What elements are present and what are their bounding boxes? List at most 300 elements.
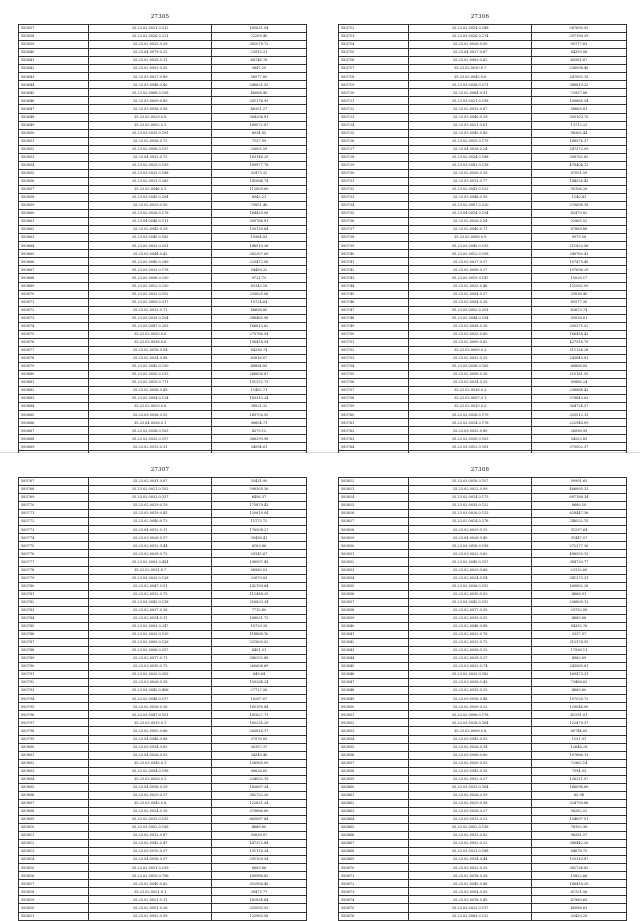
row-id-cell: 583670 <box>19 290 89 298</box>
cadastral-code-cell: 35.23.02.0032.0.337 <box>89 494 211 502</box>
amount-cell: 112488.29 <box>211 590 306 598</box>
cadastral-code-cell: 35.23.03.0032.0.164 <box>409 783 531 791</box>
amount-cell: 10729.35 <box>211 622 306 630</box>
row-id-cell: 583749 <box>339 322 409 330</box>
amount-cell: 367690.55 <box>531 25 626 33</box>
row-id-cell: 583712 <box>339 25 409 33</box>
row-id-cell: 583769 <box>19 494 89 502</box>
row-id-cell: 583788 <box>19 646 89 654</box>
cadastral-code-cell: 35.23.02.0002.0.27 <box>409 775 531 783</box>
cadastral-code-cell: 35.23.02.0036.0.105 <box>89 427 211 435</box>
row-id-cell: 583752 <box>339 346 409 354</box>
amount-cell: 7594.03 <box>531 767 626 775</box>
table-row <box>19 443 307 451</box>
row-id-cell: 583715 <box>339 49 409 57</box>
row-id-cell: 583792 <box>19 679 89 687</box>
table-row <box>19 435 307 443</box>
cadastral-code-cell: 35.23.03.0028.0.27 <box>409 807 531 815</box>
amount-cell: 5847.25 <box>211 65 306 73</box>
page-number: 27307 <box>150 467 170 473</box>
amount-cell: 6543.21 <box>211 193 306 201</box>
amount-cell: 349819.23 <box>531 81 626 89</box>
cadastral-code-cell: 35.23.02.0034.0.98 <box>89 354 211 362</box>
cadastral-code-cell: 35.23.02.0030.0.133 <box>89 371 211 379</box>
amount-cell: 382732.20 <box>211 791 306 799</box>
row-id-cell: 583664 <box>19 242 89 250</box>
cadastral-code-cell: 35.23.02.0043.0.29 <box>89 226 211 234</box>
table-row <box>19 502 307 510</box>
table-row <box>19 81 307 89</box>
cadastral-code-cell: 35.23.03.0045.0.80 <box>409 129 531 137</box>
row-id-cell: 583723 <box>339 113 409 121</box>
cadastral-code-cell: 35.23.02.0043.0.123 <box>409 185 531 193</box>
table-row <box>339 33 627 41</box>
row-id-cell: 583850 <box>339 703 409 711</box>
row-id-cell: 583643 <box>19 73 89 81</box>
cadastral-code-cell: 35.23.02.0040.0.157 <box>409 558 531 566</box>
cadastral-code-cell: 35.23.02.0013.0.31 <box>89 443 211 451</box>
row-id-cell: 583770 <box>19 502 89 510</box>
row-id-cell: 583795 <box>19 703 89 711</box>
table-row <box>339 427 627 435</box>
row-id-cell: 583839 <box>339 614 409 622</box>
table-row <box>339 872 627 880</box>
cadastral-code-cell: 35.23.02.0024.0.10 <box>89 807 211 815</box>
cadastral-code-cell: 35.23.03.0022.0.33 <box>409 864 531 872</box>
amount-cell: 72962.14 <box>531 759 626 767</box>
table-row <box>19 614 307 622</box>
row-id-cell: 583671 <box>19 298 89 306</box>
row-id-cell: 583668 <box>19 274 89 282</box>
row-id-cell: 583658 <box>19 193 89 201</box>
table-row <box>19 202 307 210</box>
row-id-cell: 583656 <box>19 177 89 185</box>
table-row <box>19 574 307 582</box>
row-id-cell: 583641 <box>19 57 89 65</box>
row-id-cell: 583720 <box>339 89 409 97</box>
row-id-cell: 583721 <box>339 97 409 105</box>
table-row <box>19 486 307 494</box>
cadastral-code-cell: 35.23.02.0012.0.230 <box>89 282 211 290</box>
cadastral-code-cell: 35.23.03.0021.0.168 <box>409 848 531 856</box>
amount-cell: 41291.01 <box>531 711 626 719</box>
cadastral-code-cell: 35.23.02.0031.0.7 <box>89 566 211 574</box>
cadastral-code-cell: 35.23.02.0030.0.53 <box>409 759 531 767</box>
table-row <box>339 234 627 242</box>
row-id-cell: 583787 <box>19 638 89 646</box>
amount-cell: 66868.65 <box>531 362 626 370</box>
row-id-cell: 583775 <box>19 542 89 550</box>
table-row <box>19 679 307 687</box>
amount-cell: 341373.31 <box>531 574 626 582</box>
row-id-cell: 583681 <box>19 379 89 387</box>
amount-cell: 15822.66 <box>531 872 626 880</box>
row-id-cell: 583755 <box>339 371 409 379</box>
row-id-cell: 583866 <box>339 832 409 840</box>
amount-cell: 12646.28 <box>531 743 626 751</box>
row-id-cell: 583738 <box>339 234 409 242</box>
table-row <box>19 815 307 823</box>
table-row <box>339 362 627 370</box>
amount-cell: 40977.30 <box>531 298 626 306</box>
amount-cell: 6163.86 <box>211 542 306 550</box>
amount-cell: 342736.82 <box>531 864 626 872</box>
row-id-cell: 583791 <box>19 671 89 679</box>
cadastral-code-cell: 35.23.03.0039.0.104 <box>89 314 211 322</box>
amount-cell: 364206.81 <box>211 113 306 121</box>
row-id-cell: 583783 <box>19 606 89 614</box>
cadastral-code-cell: 35.23.03.0019.0.45 <box>89 510 211 518</box>
table-row <box>19 65 307 73</box>
cadastral-code-cell: 35.23.02.0014.0.288 <box>409 25 531 33</box>
row-id-cell: 583799 <box>19 735 89 743</box>
cadastral-code-cell: 35.23.03.0028.0.164 <box>409 719 531 727</box>
row-id-cell: 583646 <box>19 97 89 105</box>
row-id-cell: 583743 <box>339 274 409 282</box>
table-row <box>19 290 307 298</box>
row-id-cell: 583856 <box>339 751 409 759</box>
table-row <box>19 403 307 411</box>
table-row <box>339 614 627 622</box>
amount-cell: 80744.65 <box>531 727 626 735</box>
amount-cell: 196997.49 <box>211 558 306 566</box>
amount-cell: 160892.28 <box>531 582 626 590</box>
amount-cell: 386442.20 <box>531 840 626 848</box>
amount-cell: 8609.86 <box>211 864 306 872</box>
cadastral-code-cell: 35.23.03.0034.0.63 <box>89 743 211 751</box>
table-row <box>339 743 627 751</box>
row-id-cell: 583774 <box>19 534 89 542</box>
table-row <box>339 177 627 185</box>
table-row <box>19 799 307 807</box>
row-id-cell: 583714 <box>339 41 409 49</box>
amount-cell: 176508.27 <box>211 526 306 534</box>
amount-cell: 303103.70 <box>531 113 626 121</box>
cadastral-code-cell: 35.23.02.0002.0.3 <box>89 121 211 129</box>
cadastral-code-cell: 35.23.04.0032.0.72 <box>89 153 211 161</box>
row-id-cell: 583744 <box>339 282 409 290</box>
amount-cell: 95777.63 <box>531 41 626 49</box>
cadastral-code-cell: 35.23.02.0032.0.130 <box>89 630 211 638</box>
row-id-cell: 583797 <box>19 719 89 727</box>
cadastral-code-cell: 35.23.03.0026.0.37 <box>89 534 211 542</box>
amount-cell: 189977.78 <box>211 161 306 169</box>
amount-cell: 270766.54 <box>211 330 306 338</box>
amount-cell: 325093.53 <box>211 904 306 912</box>
row-id-cell: 583873 <box>339 888 409 896</box>
row-id-cell: 583716 <box>339 57 409 65</box>
row-id-cell: 583785 <box>19 622 89 630</box>
amount-cell: 364724.57 <box>531 403 626 411</box>
table-row <box>19 912 307 920</box>
cadastral-code-cell: 35.23.02.0026.0.179 <box>409 411 531 419</box>
table-row <box>339 719 627 727</box>
cadastral-code-cell: 35.23.02.0042.0.130 <box>89 362 211 370</box>
row-id-cell: 583684 <box>19 403 89 411</box>
table-row <box>339 193 627 201</box>
amount-cell: 321600.52 <box>211 638 306 646</box>
amount-cell: 34094.61 <box>211 443 306 451</box>
cadastral-code-cell: 35.23.03.0032.0.168 <box>89 169 211 177</box>
cadastral-code-cell: 35.23.03.0041.0.138 <box>409 161 531 169</box>
table-row <box>339 663 627 671</box>
amount-cell: 1151.91 <box>531 735 626 743</box>
row-id-cell: 583680 <box>19 371 89 379</box>
amount-cell: 193310.87 <box>531 856 626 864</box>
table-row <box>339 502 627 510</box>
row-id-cell: 583825 <box>339 502 409 510</box>
cadastral-code-cell: 35.23.02.0028.0.11 <box>89 57 211 65</box>
amount-cell: 236094.40 <box>531 65 626 73</box>
cadastral-code-cell: 35.23.03.0043.0.138 <box>89 598 211 606</box>
table-row <box>19 880 307 888</box>
row-id-cell: 583829 <box>339 534 409 542</box>
page-number: 27306 <box>470 14 490 20</box>
table-row <box>19 695 307 703</box>
cadastral-code-cell: 35.23.02.0005.0.66 <box>89 727 211 735</box>
cadastral-code-cell: 35.23.02.0031.0.87 <box>89 478 211 486</box>
cadastral-code-cell: 35.23.03.0016.0.107 <box>409 478 531 486</box>
amount-cell: 263616.17 <box>211 727 306 735</box>
table-row <box>339 574 627 582</box>
cadastral-code-cell: 35.23.02.0010.0.53 <box>409 590 531 598</box>
amount-cell: 291109.54 <box>211 856 306 864</box>
amount-cell: 248532.15 <box>531 518 626 526</box>
table-row <box>19 89 307 97</box>
cadastral-code-cell: 35.23.03.0026.0.18 <box>89 679 211 687</box>
cadastral-code-cell: 35.23.03.0009.0.3 <box>409 346 531 354</box>
cadastral-code-cell: 35.23.03.0022.0.117 <box>409 904 531 912</box>
row-id-cell: 583736 <box>339 218 409 226</box>
amount-cell: 182834.64 <box>211 896 306 904</box>
row-id-cell: 583756 <box>339 379 409 387</box>
amount-cell: 121062.09 <box>531 282 626 290</box>
table-row <box>339 671 627 679</box>
amount-cell: 398305.36 <box>211 486 306 494</box>
table-row <box>339 526 627 534</box>
amount-cell: 169473.31 <box>531 671 626 679</box>
amount-cell: 348465.98 <box>211 314 306 322</box>
cadastral-code-cell: 35.23.03.0011.0.77 <box>409 177 531 185</box>
cadastral-code-cell: 35.23.02.0025.0.46 <box>409 282 531 290</box>
amount-cell: 101118.34 <box>211 848 306 856</box>
cadastral-code-cell: 35.23.02.0032.0.251 <box>89 242 211 250</box>
amount-cell: 427918.79 <box>531 338 626 346</box>
amount-cell: 169700.92 <box>211 411 306 419</box>
row-id-cell: 583853 <box>339 727 409 735</box>
cadastral-code-cell: 35.23.03.0016.0.158 <box>409 542 531 550</box>
amount-cell: 246621.53 <box>211 81 306 89</box>
cadastral-code-cell: 35.23.02.0010.0.756 <box>89 872 211 880</box>
row-id-cell: 583648 <box>19 113 89 121</box>
cadastral-code-cell: 35.23.03.0038.0.16 <box>409 322 531 330</box>
table-row <box>19 703 307 711</box>
row-id-cell: 583761 <box>339 419 409 427</box>
row-id-cell: 583857 <box>339 759 409 767</box>
row-id-cell: 583650 <box>19 129 89 137</box>
amount-cell: 118868.10 <box>211 630 306 638</box>
cadastral-code-cell: 35.23.04.0026.0.53 <box>89 751 211 759</box>
amount-cell: 142199.64 <box>211 582 306 590</box>
table-row <box>339 346 627 354</box>
row-id-cell: 583875 <box>339 904 409 912</box>
table-row <box>339 169 627 177</box>
cadastral-code-cell: 35.23.02.0042.0.47 <box>89 840 211 848</box>
row-id-cell: 583666 <box>19 258 89 266</box>
amount-cell: 33036.40 <box>531 290 626 298</box>
amount-cell: 7137.99 <box>211 137 306 145</box>
cadastral-code-cell: 35.23.02.0014.0.175 <box>409 494 531 502</box>
table-row <box>339 258 627 266</box>
amount-cell: 3337.97 <box>531 630 626 638</box>
table-row <box>19 534 307 542</box>
row-id-cell: 583638 <box>19 33 89 41</box>
cadastral-code-cell: 35.23.03.0035.0.191 <box>89 129 211 137</box>
cadastral-code-cell: 35.23.04.0046.0.111 <box>89 218 211 226</box>
table-row <box>19 856 307 864</box>
row-id-cell: 583837 <box>339 598 409 606</box>
amount-cell: 16267.67 <box>211 695 306 703</box>
amount-cell: 183687.34 <box>211 783 306 791</box>
row-id-cell: 583764 <box>339 443 409 451</box>
amount-cell: 87051.59 <box>531 169 626 177</box>
row-id-cell: 583734 <box>339 202 409 210</box>
row-id-cell: 583868 <box>339 848 409 856</box>
row-id-cell: 583642 <box>19 65 89 73</box>
cadastral-code-cell: 35.23.02.0017.0.71 <box>89 655 211 663</box>
amount-cell: 308762.82 <box>531 153 626 161</box>
amount-cell: 270698.18 <box>531 202 626 210</box>
table-row <box>19 478 307 486</box>
table-row <box>19 864 307 872</box>
row-id-cell: 583732 <box>339 185 409 193</box>
row-id-cell: 583871 <box>339 872 409 880</box>
row-id-cell: 583830 <box>339 542 409 550</box>
cadastral-code-cell: 35.23.02.0029.0.8 <box>89 403 211 411</box>
amount-cell: 8680.20 <box>531 502 626 510</box>
amount-cell: 4960.89 <box>531 655 626 663</box>
amount-cell: 48894.85 <box>211 362 306 370</box>
amount-cell: 147372.84 <box>211 840 306 848</box>
amount-cell: 478404.12 <box>531 161 626 169</box>
cadastral-code-cell: 35.23.02.0003.0.454 <box>89 558 211 566</box>
cadastral-code-cell: 35.23.02.0006.0.8 <box>409 727 531 735</box>
amount-cell: 196438.54 <box>211 338 306 346</box>
amount-cell: 120819.04 <box>211 510 306 518</box>
row-id-cell: 583640 <box>19 49 89 57</box>
row-id-cell: 583801 <box>19 751 89 759</box>
table-row <box>19 57 307 65</box>
amount-cell: 23132.60 <box>531 566 626 574</box>
cadastral-code-cell: 35.23.04.0014.0.134 <box>409 210 531 218</box>
table-row <box>339 832 627 840</box>
cadastral-code-cell: 35.23.02.0008.0.36 <box>409 371 531 379</box>
amount-cell: 42470.82 <box>531 210 626 218</box>
cadastral-code-cell: 35.23.02.0029.0.58 <box>409 799 531 807</box>
row-id-cell: 583820 <box>19 904 89 912</box>
table-row <box>339 89 627 97</box>
amount-cell: 211823.56 <box>531 242 626 250</box>
table-row <box>19 872 307 880</box>
row-id-cell: 583644 <box>19 81 89 89</box>
amount-cell: 11175.72 <box>211 518 306 526</box>
table-row <box>19 25 307 33</box>
amount-cell: 665087.64 <box>211 815 306 823</box>
amount-cell: 46086.63 <box>531 904 626 912</box>
cadastral-code-cell: 35.23.02.0031.0.263 <box>89 177 211 185</box>
cadastral-code-cell: 35.23.03.0010.0.75 <box>89 663 211 671</box>
row-id-cell: 583867 <box>339 840 409 848</box>
row-id-cell: 583676 <box>19 338 89 346</box>
row-id-cell: 583835 <box>339 582 409 590</box>
document-page <box>0 453 320 918</box>
amount-cell: 183313.24 <box>211 395 306 403</box>
amount-cell: 376643.63 <box>531 395 626 403</box>
cadastral-code-cell: 35.23.03.0036.0.43 <box>409 679 531 687</box>
table-row <box>339 711 627 719</box>
cadastral-code-cell: 35.23.02.0016.0.28 <box>409 872 531 880</box>
amount-cell: 175879.43 <box>211 502 306 510</box>
cadastral-code-cell: 35.23.02.0040.0.289 <box>89 258 211 266</box>
amount-cell: 63816.67 <box>211 354 306 362</box>
data-table <box>18 477 307 921</box>
row-id-cell: 583673 <box>19 314 89 322</box>
cadastral-code-cell: 35.23.03.0045.0.1 <box>89 759 211 767</box>
table-row <box>19 354 307 362</box>
row-id-cell: 583685 <box>19 411 89 419</box>
cadastral-code-cell: 35.23.02.0017.0.35 <box>409 606 531 614</box>
amount-cell: 48746.76 <box>211 57 306 65</box>
table-row <box>19 145 307 153</box>
amount-cell: 46068.40 <box>211 89 306 97</box>
table-row <box>339 97 627 105</box>
amount-cell: 141064.74 <box>211 177 306 185</box>
table-row <box>19 711 307 719</box>
amount-cell: 15028.17 <box>531 274 626 282</box>
row-id-cell: 583657 <box>19 185 89 193</box>
table-row <box>339 41 627 49</box>
amount-cell: 84336.74 <box>211 346 306 354</box>
document-page <box>0 0 320 452</box>
row-id-cell: 583827 <box>339 518 409 526</box>
table-row <box>19 598 307 606</box>
amount-cell: 166418.20 <box>531 880 626 888</box>
amount-cell: 100685.54 <box>531 97 626 105</box>
row-id-cell: 583849 <box>339 695 409 703</box>
row-id-cell: 583731 <box>339 177 409 185</box>
cadastral-code-cell: 35.23.02.0030.0.22 <box>409 703 531 711</box>
row-id-cell: 583748 <box>339 314 409 322</box>
table-row <box>19 518 307 526</box>
cadastral-code-cell: 35.23.03.0012.0.181 <box>409 443 531 451</box>
document-page <box>320 0 640 452</box>
table-row <box>339 558 627 566</box>
amount-cell: 243649.81 <box>531 354 626 362</box>
amount-cell: 243565.61 <box>531 663 626 671</box>
row-id-cell: 583841 <box>339 630 409 638</box>
table-row <box>339 815 627 823</box>
table-row <box>339 590 627 598</box>
table-row <box>19 41 307 49</box>
cadastral-code-cell: 35.23.03.0004.0.93 <box>409 888 531 896</box>
amount-cell: 39475.77 <box>211 888 306 896</box>
table-row <box>19 274 307 282</box>
amount-cell: 95106.26 <box>531 185 626 193</box>
row-id-cell: 583645 <box>19 89 89 97</box>
amount-cell: 101372.73 <box>211 379 306 387</box>
cadastral-code-cell: 35.23.02.0030.0.18 <box>409 169 531 177</box>
amount-cell: 169072.87 <box>211 121 306 129</box>
